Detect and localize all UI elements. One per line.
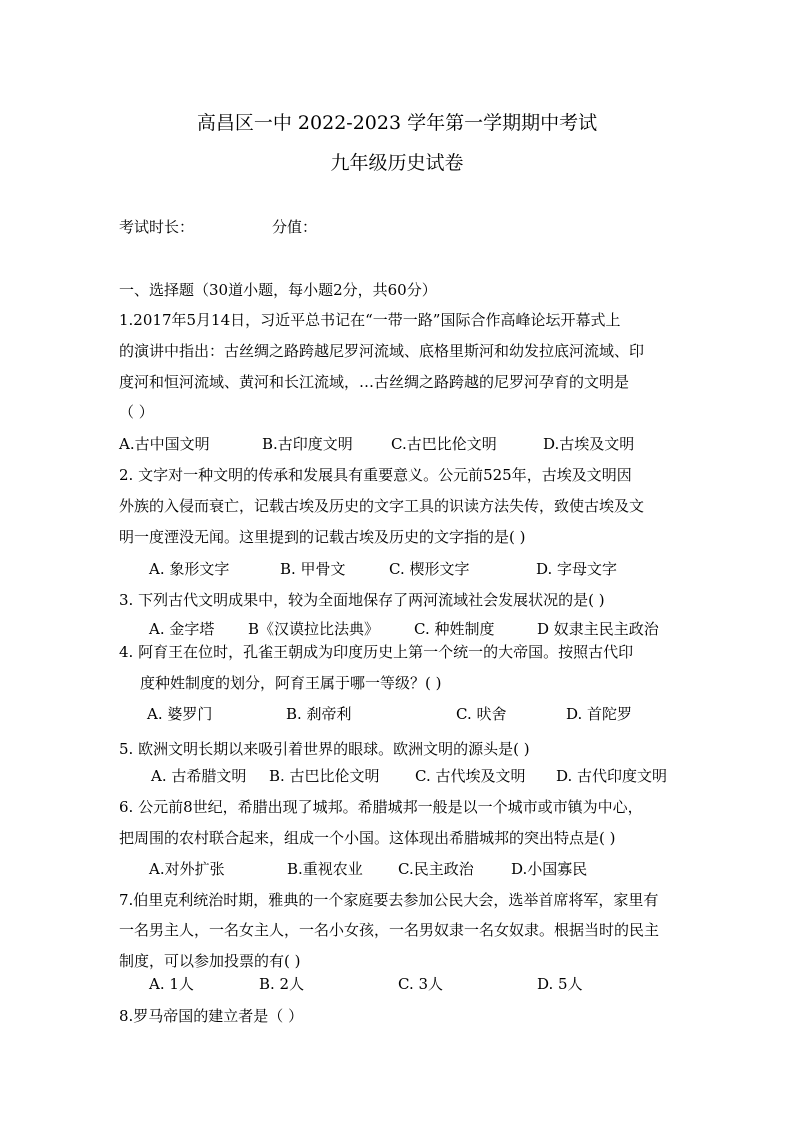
option-b: B.重视农业 [287, 860, 363, 878]
question-line: 度河和恒河流域、黄河和长江流域，…古丝绸之路跨越的尼罗河孕育的文明是 [119, 373, 630, 391]
option-d: D. 5人 [537, 975, 583, 993]
question-line: 的演讲中指出：古丝绸之路跨越尼罗河流域、底格里斯河和幼发拉底河流域、印 [119, 342, 645, 360]
option-c: C.民主政治 [398, 860, 474, 878]
option-a: A. 古希腊文明 [151, 767, 247, 785]
exam-time-label: 考试时长： [119, 218, 195, 236]
question-line: 明一度湮没无闻。这里提到的记载古埃及历史的文字指的是( ) [119, 528, 526, 546]
option-d: D 奴隶主民主政治 [537, 620, 659, 638]
question-line: 一名男主人，一名女主人，一名小女孩，一名男奴隶一名女奴隶。根据当时的民主 [119, 921, 660, 939]
option-b: B.古印度文明 [262, 435, 353, 453]
exam-subtitle: 九年级历史试卷 [330, 152, 464, 174]
option-b: B. 2人 [259, 975, 305, 993]
option-d: D. 字母文字 [536, 560, 618, 578]
question-line: 1.2017年5月14日，习近平总书记在“一带一路”国际合作高峰论坛开幕式上 [119, 311, 621, 329]
option-c: C. 楔形文字 [389, 560, 470, 578]
section-heading: 一、选择题（30道小题，每小题2分，共60分） [119, 281, 437, 299]
option-a: A. 金字塔 [149, 620, 215, 638]
question-line: 2. 文字对一种文明的传承和发展具有重要意义。公元前525年，古埃及文明因 [119, 466, 632, 484]
exam-title: 高昌区一中 2022-2023 学年第一学期期中考试 [196, 112, 598, 134]
question-line: （ ） [119, 403, 154, 421]
question-line: 度种姓制度的划分，阿育王属于哪一等级？( ) [140, 674, 442, 692]
option-b: B. 甲骨文 [280, 560, 346, 578]
exam-score-label: 分值： [272, 218, 318, 236]
option-c: C.古巴比伦文明 [391, 435, 497, 453]
question-line: 把周围的农村联合起来，组成一个小国。这体现出希腊城邦的突出特点是( ) [119, 829, 616, 847]
question-line: 3. 下列古代文明成果中，较为全面地保存了两河流域社会发展状况的是( ) [119, 591, 605, 609]
option-d: D. 古代印度文明 [556, 767, 668, 785]
option-d: D.古埃及文明 [543, 435, 635, 453]
option-a: A.对外扩张 [149, 860, 225, 878]
option-b: B《汉谟拉比法典》 [248, 620, 380, 638]
question-line: 4. 阿育王在位时，孔雀王朝成为印度历史上第一个统一的大帝国。按照古代印 [119, 643, 634, 661]
option-c: C. 吠舍 [456, 705, 507, 723]
option-d: D.小国寡民 [511, 860, 588, 878]
option-a: A. 象形文字 [149, 560, 230, 578]
question-line: 5. 欧洲文明长期以来吸引着世界的眼球。欧洲文明的源头是( ) [119, 740, 530, 758]
question-line: 7.伯里克利统治时期，雅典的一个家庭要去参加公民大会，选举首席将军，家里有 [119, 891, 659, 909]
option-a: A.古中国文明 [119, 435, 210, 453]
option-c: C. 3人 [398, 975, 444, 993]
option-a: A. 1人 [149, 975, 194, 993]
option-c: C. 古代埃及文明 [415, 767, 526, 785]
option-a: A. 婆罗门 [147, 705, 213, 723]
option-c: C. 种姓制度 [414, 620, 495, 638]
option-d: D. 首陀罗 [566, 705, 633, 723]
option-b: B. 古巴比伦文明 [269, 767, 380, 785]
question-line: 8.罗马帝国的建立者是（ ） [119, 1007, 304, 1025]
question-line: 外族的入侵而衰亡，记载古埃及历史的文字工具的识读方法失传，致使古埃及文 [119, 497, 645, 515]
question-line: 制度，可以参加投票的有( ) [119, 952, 301, 970]
option-b: B. 刹帝利 [286, 705, 352, 723]
question-line: 6. 公元前8世纪，希腊出现了城邦。希腊城邦一般是以一个城市或市镇为中心， [119, 798, 643, 816]
